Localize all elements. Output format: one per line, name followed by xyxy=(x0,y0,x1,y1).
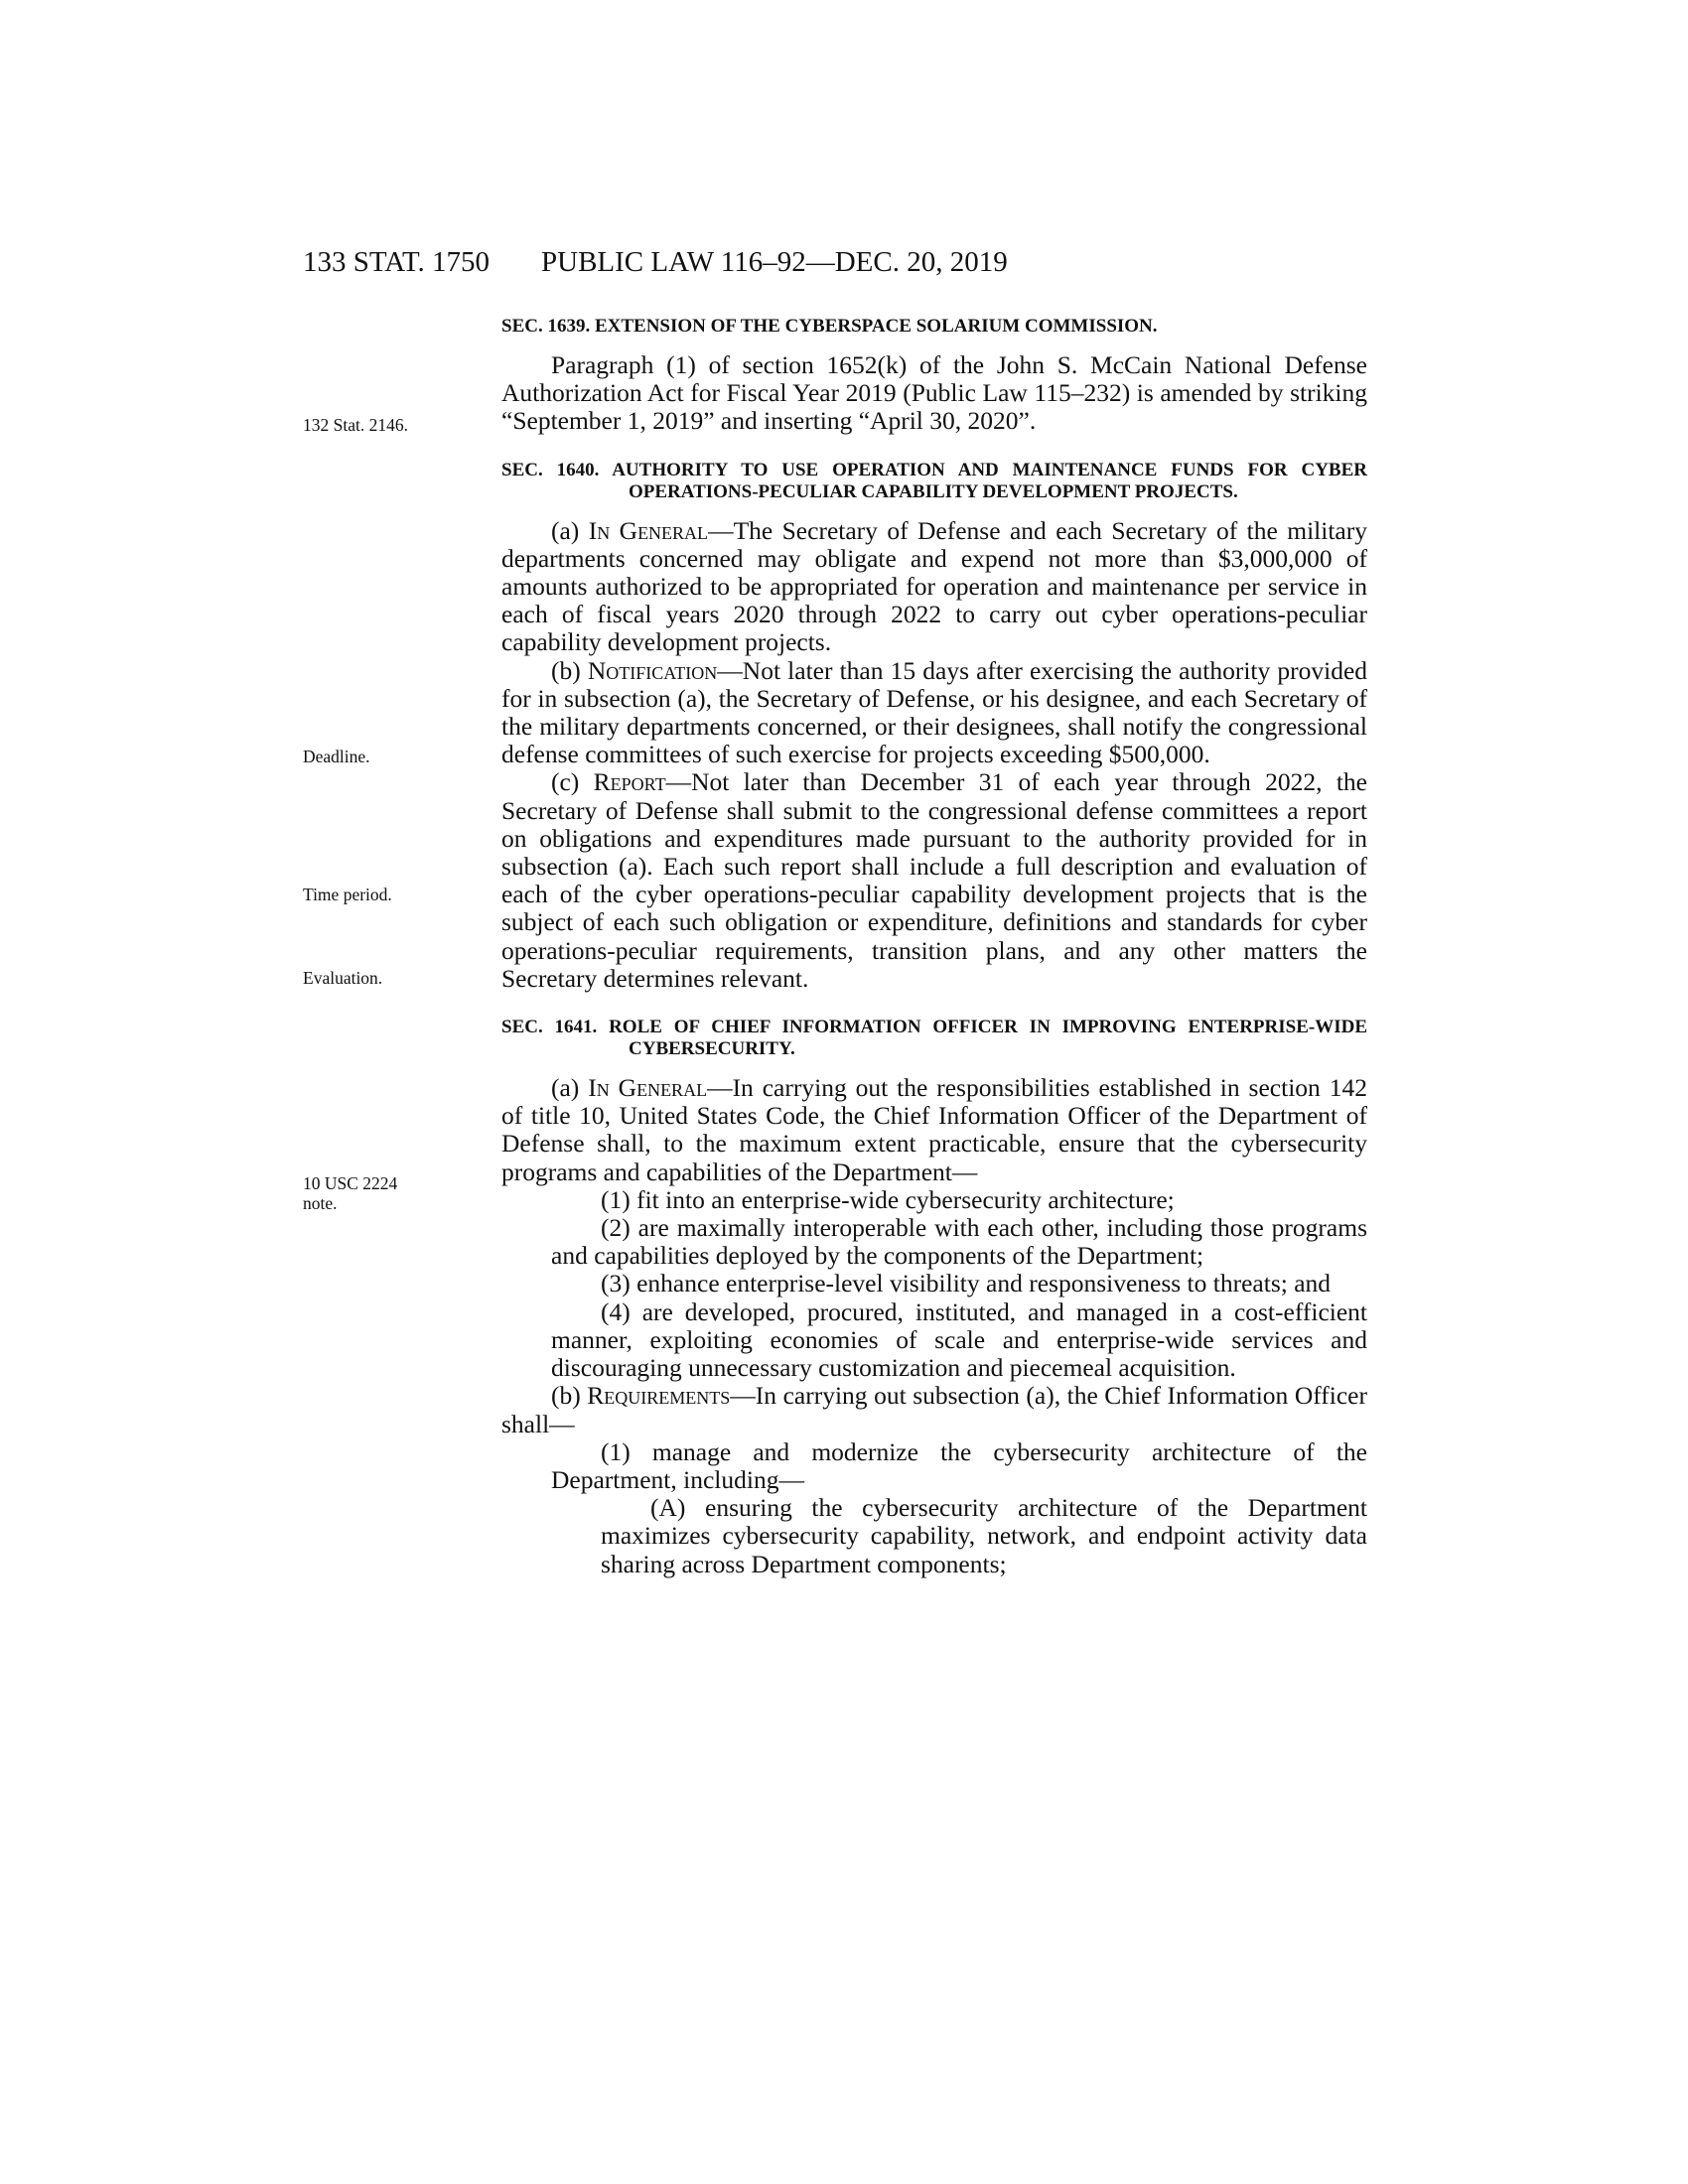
subsection-label: (c) xyxy=(551,767,594,797)
paragraph-1641-a-3: (3) enhance enterprise-level visibility and responsiveness to threats; and xyxy=(601,1269,1332,1298)
paragraph-1641-b-1: (1) manage and modernize the cybersecurity architecture of the Department, including— xyxy=(551,1436,1367,1494)
margin-note-evaluation: Evaluation. xyxy=(303,968,383,988)
section-heading-1640: SEC. 1640. AUTHORITY TO USE OPERATION AND MAINTENANCE FUNDS FOR CYBER OPERATIONS-PECULIAR CAPABILITY DEVELOPMENT PROJECTS. xyxy=(501,459,1367,502)
subsection-1640-b xyxy=(501,657,1367,769)
subsection-caption: In General xyxy=(588,515,709,545)
subsection-1641-a xyxy=(501,1074,1367,1186)
subsection-1640-c xyxy=(501,768,1367,993)
subsection-text: —In carrying out the responsibilities established in section 142 of title 10, United States Code, the Chief Information Officer of the Department of Defense shall, to the maximum extent practicable, ensure that the cybersecurity programs and capabilities of the Department— xyxy=(501,1073,1367,1186)
paragraph-1641-a-1: (1) fit into an enterprise-wide cybersecurity architecture; xyxy=(601,1184,1175,1214)
running-header xyxy=(303,246,1367,286)
section-1639-text: Paragraph (1) of section 1652(k) of the John S. McCain National Defense Authorization Act for Fiscal Year 2019 (Public Law 115–232) is amended by striking “September 1, 2019” and inserting “April 30, 2020”. xyxy=(501,350,1367,436)
subsection-caption: Requirements xyxy=(587,1381,731,1411)
section-heading-1641: SEC. 1641. ROLE OF CHIEF INFORMATION OFFICER IN IMPROVING ENTERPRISE-WIDE CYBERSECURITY. xyxy=(501,1017,1367,1060)
subsection-label: (b) xyxy=(551,655,588,685)
subsection-caption: In General xyxy=(588,1073,708,1103)
subparagraph-1641-b-1-A: (A) ensuring the cybersecurity architecture of the Department maximizes cybersecurity capability, network, and endpoint activity data sharing across Department components; xyxy=(601,1493,1367,1578)
margin-note-time-period: Time period. xyxy=(303,885,392,904)
subsection-text: —Not later than 15 days after exercising the authority provided for in subsection (a), the Secretary of Defense, or his designee, and each Secretary of the military departments concerned, or their designees, shall notify the congressional defense committees of such exercise for projects exceeding $500,000. xyxy=(501,655,1368,769)
subsection-caption: Report xyxy=(593,767,666,797)
subsection-1640-a xyxy=(501,517,1367,657)
subsection-1641-b xyxy=(501,1382,1367,1437)
public-law-title: PUBLIC LAW 116–92—DEC. 20, 2019 xyxy=(541,246,1008,278)
subsection-label: (a) xyxy=(551,1073,589,1103)
section-heading-1639: SEC. 1639. EXTENSION OF THE CYBERSPACE SOLARIUM COMMISSION. xyxy=(501,316,1158,337)
margin-note-stat-ref: 132 Stat. 2146. xyxy=(303,415,408,435)
subsection-text: —In carrying out subsection (a), the Chief Information Officer shall— xyxy=(501,1381,1367,1438)
subsection-label: (b) xyxy=(551,1381,588,1411)
margin-note-deadline: Deadline. xyxy=(303,747,370,766)
statute-body xyxy=(501,316,1367,1578)
subsection-text: —Not later than December 31 of each year through 2022, the Secretary of Defense shall submit to the congressional defense committees a report on obligations and expenditures made pursuant to the authority provided for in subsection (a). Each such report shall include a full description and evaluation of each of the cyber operations-peculiar capability development projects that is the subject of each such obligation or expenditure, definitions and standards for cyber operations-peculiar requirements, transition plans, and any other matters the Secretary determines relevant. xyxy=(501,767,1367,993)
paragraph-1641-a-2: (2) are maximally interoperable with each other, including those programs and capabilities deployed by the components of the Department; xyxy=(551,1213,1367,1271)
subsection-label: (a) xyxy=(551,515,589,545)
subsection-text: —The Secretary of Defense and each Secretary of the military departments concerned may obligate and expend not more than $3,000,000 of amounts authorized to be appropriated for operation and maintenance per service in each of fiscal years 2020 through 2022 to carry out cyber operations-peculiar capability development projects. xyxy=(501,515,1367,657)
subsection-caption: Notification xyxy=(587,655,718,685)
margin-note-usc-ref: 10 USC 2224 note. xyxy=(303,1173,398,1213)
stat-page-number: 133 STAT. 1750 xyxy=(303,246,491,278)
paragraph-1641-a-4: (4) are developed, procured, instituted, and managed in a cost-efficient manner, exploiting economies of scale and enterprise-wide services and discouraging unnecessary customization and piecemeal acquisition. xyxy=(551,1297,1367,1383)
